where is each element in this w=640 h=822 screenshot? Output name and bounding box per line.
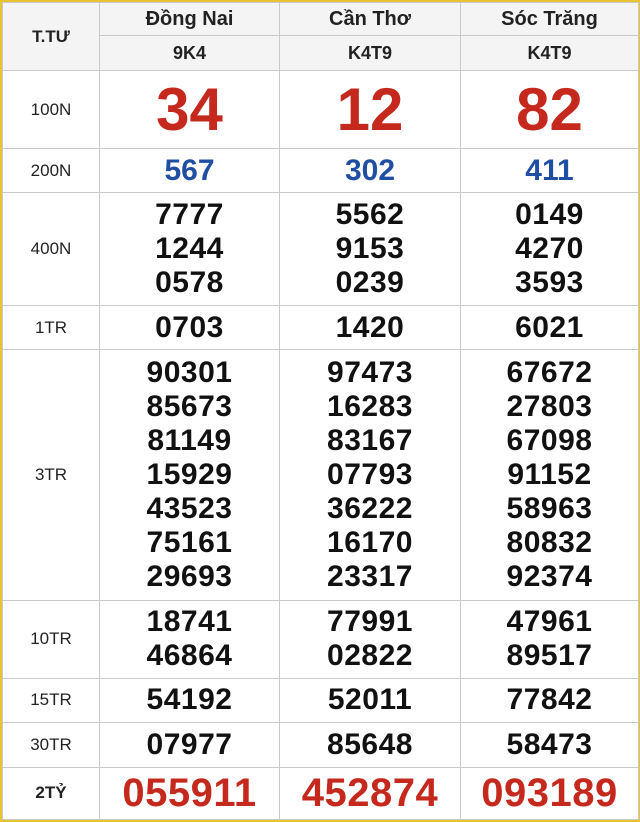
prize-row-200n (3, 149, 639, 193)
prize-row-15tr (3, 678, 639, 722)
prize-number: 82 (516, 75, 583, 143)
header-label-cell (3, 3, 100, 71)
prize-number: 5562 (335, 198, 405, 232)
prize-number: 7777 (155, 198, 224, 232)
prize-label: 3TR (34, 465, 68, 485)
prize-number: 29693 (146, 560, 233, 594)
prize-number: 1420 (335, 310, 405, 344)
prize-number: 92374 (506, 560, 593, 594)
prize-label: 100N (30, 99, 72, 119)
prize-number: 67098 (506, 424, 593, 458)
prize-number: 16170 (327, 526, 413, 560)
prize-number: 4270 (515, 232, 584, 266)
prize-number: 77991 (327, 605, 413, 639)
prize-number: 97473 (327, 356, 413, 390)
prize-row-10tr (3, 600, 639, 678)
prize-number: 6021 (515, 310, 584, 344)
prize-number: 0239 (335, 266, 405, 300)
prize-number: 80832 (506, 526, 593, 560)
prize-number: 12 (336, 75, 404, 143)
province-cell-1 (100, 3, 280, 36)
prize-number: 16283 (327, 390, 413, 424)
prize-number: 52011 (327, 683, 413, 717)
prize-number: 46864 (146, 639, 233, 673)
prize-number: 58963 (506, 492, 593, 526)
jackpot-number: 093189 (481, 770, 618, 815)
prize-number: 58473 (506, 727, 593, 761)
prize-number: 302 (344, 153, 396, 187)
prize-number: 0578 (155, 266, 224, 300)
prize-number: 02822 (327, 639, 413, 673)
prize-number: 23317 (327, 560, 413, 594)
prize-number: 43523 (146, 492, 233, 526)
prize-number: 89517 (506, 639, 593, 673)
prize-number: 90301 (146, 356, 233, 390)
header-label: T.TƯ (32, 26, 70, 46)
prize-number: 85673 (146, 390, 233, 424)
province-name: Sóc Trăng (501, 7, 598, 30)
prize-label: 15TR (30, 690, 72, 710)
ticket-code: K4T9 (347, 42, 392, 63)
prize-number: 18741 (146, 605, 233, 639)
code-cell-2 (280, 36, 461, 71)
prize-number: 0703 (155, 310, 224, 344)
prize-number: 83167 (327, 424, 413, 458)
prize-number: 75161 (146, 526, 233, 560)
code-cell-3 (461, 36, 639, 71)
prize-number: 54192 (146, 683, 233, 717)
prize-number: 15929 (146, 458, 233, 492)
prize-number: 3593 (515, 266, 584, 300)
prize-number: 27803 (506, 390, 593, 424)
prize-number: 1244 (155, 232, 224, 266)
prize-label: 10TR (30, 629, 72, 649)
province-cell-3 (461, 3, 639, 36)
prize-number: 07793 (327, 458, 413, 492)
prize-label: 30TR (30, 734, 72, 754)
prize-row-1tr (3, 306, 639, 350)
prize-number: 47961 (506, 605, 593, 639)
prize-number: 34 (156, 75, 223, 143)
prize-label: 400N (30, 239, 72, 259)
ticket-code: 9K4 (172, 42, 207, 63)
prize-row-100n (3, 71, 639, 149)
lottery-results-table (2, 2, 639, 820)
jackpot-number: 055911 (122, 770, 257, 815)
prize-number: 567 (164, 153, 215, 187)
province-name: Cần Thơ (329, 7, 411, 30)
jackpot-number: 452874 (301, 770, 439, 815)
prize-label: 1TR (34, 317, 68, 337)
prize-number: 0149 (515, 198, 584, 232)
prize-row-2ty (3, 767, 639, 819)
prize-number: 81149 (147, 424, 232, 458)
ticket-code: K4T9 (527, 42, 572, 63)
province-cell-2 (280, 3, 461, 36)
prize-row-3tr (3, 350, 639, 600)
prize-row-400n (3, 193, 639, 306)
province-name: Đồng Nai (145, 7, 234, 30)
code-cell-1 (100, 36, 280, 71)
prize-number: 411 (525, 153, 574, 187)
prize-number: 07977 (146, 727, 233, 761)
prize-number: 77842 (506, 683, 593, 717)
prize-number: 9153 (335, 232, 405, 266)
prize-label: 200N (30, 160, 72, 180)
prize-number: 85648 (327, 727, 413, 761)
prize-row-30tr (3, 722, 639, 767)
prize-number: 67672 (506, 356, 593, 390)
prize-label: 2TỶ (35, 783, 67, 803)
prize-number: 36222 (327, 492, 413, 526)
prize-number: 91152 (507, 458, 592, 492)
